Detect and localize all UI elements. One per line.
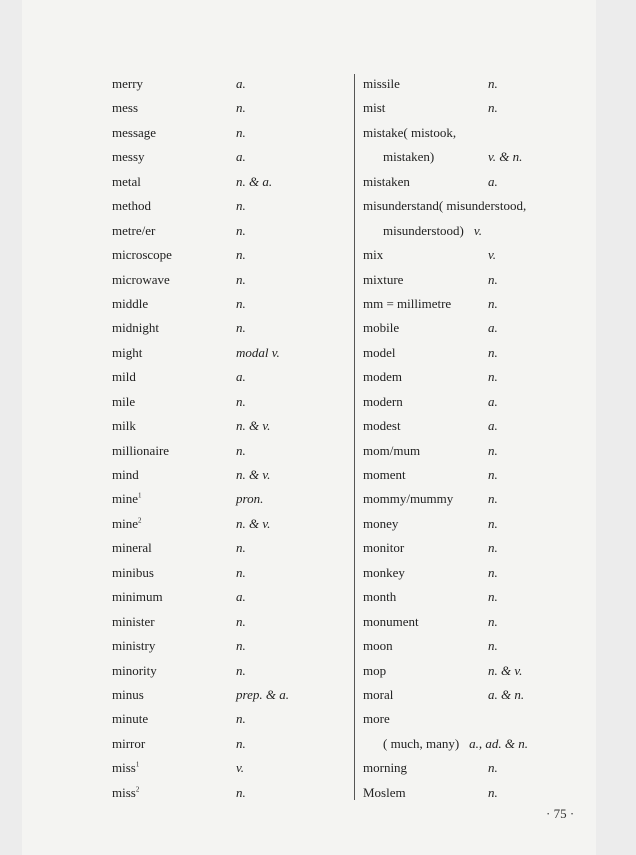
- headword: [383, 732, 528, 756]
- headword-text: mild: [112, 369, 136, 385]
- headword: [383, 145, 434, 169]
- headword-text: monkey: [363, 564, 405, 580]
- headword: [112, 781, 139, 805]
- headword: [112, 365, 136, 389]
- word-entry: [112, 170, 352, 194]
- headword: [112, 194, 151, 218]
- word-entry: [112, 707, 352, 731]
- headword: [363, 390, 403, 414]
- headword: [363, 463, 406, 487]
- headword-text: minister: [112, 613, 155, 629]
- headword: [363, 243, 383, 267]
- headword: [112, 707, 148, 731]
- part-of-speech: n.: [236, 711, 246, 727]
- part-of-speech: n.: [488, 613, 498, 629]
- word-entry: [112, 194, 352, 218]
- part-of-speech: v.: [473, 222, 482, 238]
- word-entry: [112, 487, 352, 511]
- word-entry: [363, 170, 603, 194]
- headword: [363, 536, 404, 560]
- part-of-speech: n.: [488, 760, 498, 776]
- word-entry: [112, 243, 352, 267]
- headword-text: microwave: [112, 271, 170, 287]
- part-of-speech: n.: [236, 735, 246, 751]
- part-of-speech: modal v.: [236, 344, 280, 360]
- headword-text: mixture: [363, 271, 404, 287]
- part-of-speech: n.: [488, 491, 498, 507]
- headword: [363, 683, 393, 707]
- headword-text: miss: [112, 784, 136, 800]
- headword-text: model: [363, 344, 396, 360]
- part-of-speech: n.: [488, 467, 498, 482]
- word-entry: [363, 707, 603, 731]
- headword-text: mommy/mummy: [363, 491, 454, 507]
- headword: [363, 341, 396, 365]
- headword: [112, 414, 136, 438]
- headword: [363, 316, 399, 340]
- word-entry: [363, 219, 603, 243]
- headword: [363, 365, 402, 389]
- word-entry: [112, 414, 352, 438]
- word-entry: [363, 414, 603, 438]
- part-of-speech: n.: [236, 564, 246, 580]
- headword-text: messy: [112, 149, 145, 165]
- headword: [112, 732, 145, 756]
- headword-text: metal: [112, 173, 141, 189]
- homograph-number: 1: [138, 492, 142, 501]
- word-entry: [112, 145, 352, 169]
- word-entry: [112, 439, 352, 463]
- headword-text: Moslem: [363, 784, 406, 800]
- headword-text: mobile: [363, 320, 400, 336]
- part-of-speech: a.: [236, 76, 246, 91]
- headword: [112, 536, 152, 560]
- headword: [363, 781, 406, 805]
- word-entry: [112, 610, 352, 634]
- part-of-speech: a.: [236, 589, 246, 605]
- headword: [363, 121, 456, 145]
- word-entry: [363, 145, 603, 169]
- dictionary-page: [22, 0, 596, 855]
- word-entry: [363, 634, 603, 658]
- word-entry: [363, 756, 603, 780]
- word-entry: [112, 756, 352, 780]
- headword: [363, 170, 410, 194]
- part-of-speech: a.: [488, 393, 498, 409]
- word-entry: [112, 561, 352, 585]
- part-of-speech: a.: [488, 173, 498, 189]
- part-of-speech: n.: [236, 638, 246, 654]
- part-of-speech: n.: [236, 295, 246, 311]
- headword: [363, 585, 396, 609]
- headword-text: monitor: [363, 540, 405, 556]
- word-entry: [112, 121, 352, 145]
- headword: [363, 414, 401, 438]
- headword: [112, 145, 145, 169]
- part-of-speech: n.: [488, 295, 498, 311]
- word-entry: [112, 463, 352, 487]
- part-of-speech: n. & v.: [236, 515, 271, 531]
- headword-text: milk: [112, 418, 136, 434]
- headword: [363, 659, 386, 683]
- headword: [112, 72, 143, 96]
- headword: [112, 585, 163, 609]
- headword: [363, 512, 398, 536]
- headword: [112, 634, 155, 658]
- headword: [112, 390, 135, 414]
- headword-text: mess: [112, 100, 138, 116]
- headword-text: morning: [363, 760, 408, 776]
- headword-text: month: [363, 589, 397, 605]
- part-of-speech: n.: [236, 613, 246, 629]
- part-of-speech: n.: [488, 369, 498, 385]
- headword-text: minute: [112, 711, 149, 727]
- headword: [112, 512, 142, 536]
- part-of-speech: n.: [236, 247, 246, 263]
- headword: [112, 96, 138, 120]
- headword-text: microscope: [112, 247, 172, 263]
- part-of-speech: n.: [236, 124, 246, 140]
- part-of-speech: n.: [488, 344, 498, 360]
- word-entry: [112, 316, 352, 340]
- headword-text: monument: [363, 613, 419, 629]
- headword-text: mistaken): [383, 149, 435, 165]
- headword-text: mile: [112, 393, 136, 409]
- headword-text: ( much, many): [383, 735, 460, 751]
- word-entry: [112, 536, 352, 560]
- headword-text: moon: [363, 638, 393, 654]
- headword-text: minimum: [112, 589, 163, 605]
- word-entry: [112, 512, 352, 536]
- part-of-speech: n.: [236, 662, 246, 678]
- part-of-speech: n.: [488, 564, 498, 580]
- headword: [363, 292, 451, 316]
- headword-text: moment: [363, 467, 406, 482]
- headword: [363, 610, 419, 634]
- headword-text: mine: [112, 515, 138, 531]
- part-of-speech: n.: [488, 76, 498, 91]
- word-entry: [112, 659, 352, 683]
- headword: [363, 487, 453, 511]
- part-of-speech: n. & a.: [236, 173, 273, 189]
- word-entry: [363, 781, 603, 805]
- headword-text: millionaire: [112, 442, 170, 458]
- part-of-speech: n.: [236, 320, 246, 336]
- headword-text: mom/mum: [363, 442, 421, 458]
- headword-text: misunderstand( misunderstood,: [363, 198, 527, 214]
- part-of-speech: n.: [488, 100, 498, 116]
- word-entry: [112, 634, 352, 658]
- word-entry: [112, 341, 352, 365]
- headword-text: mine: [112, 491, 138, 507]
- headword: [112, 243, 172, 267]
- word-entry: [363, 390, 603, 414]
- headword: [363, 707, 390, 731]
- word-entry: [363, 487, 603, 511]
- word-entry: [112, 585, 352, 609]
- part-of-speech: a.: [236, 149, 246, 165]
- headword: [112, 756, 139, 780]
- word-entry: [112, 96, 352, 120]
- headword-text: missile: [363, 76, 400, 91]
- word-entry: [112, 683, 352, 707]
- word-entry: [363, 96, 603, 120]
- headword: [112, 121, 156, 145]
- headword-text: minority: [112, 662, 157, 678]
- headword-text: more: [363, 711, 390, 727]
- headword: [112, 219, 155, 243]
- word-entry: [363, 121, 603, 145]
- headword-text: money: [363, 515, 399, 531]
- headword: [112, 316, 159, 340]
- headword-text: mm = millimetre: [363, 295, 452, 311]
- headword: [112, 463, 139, 487]
- headword-text: mineral: [112, 540, 152, 556]
- headword: [363, 439, 420, 463]
- part-of-speech: a.: [488, 320, 498, 336]
- part-of-speech: a.: [488, 418, 498, 434]
- headword-text: mirror: [112, 735, 146, 751]
- right-word-column: [363, 72, 603, 805]
- headword-text: might: [112, 344, 143, 360]
- part-of-speech: n.: [236, 540, 246, 556]
- headword-text: modern: [363, 393, 403, 409]
- headword-text: metre/er: [112, 222, 156, 238]
- headword-text: modest: [363, 418, 401, 434]
- word-entry: [363, 243, 603, 267]
- headword-text: miss: [112, 760, 136, 776]
- word-entry: [363, 512, 603, 536]
- left-word-column: [112, 72, 352, 805]
- headword: [363, 194, 526, 218]
- headword: [112, 341, 142, 365]
- part-of-speech: v.: [488, 247, 497, 263]
- part-of-speech: n.: [488, 540, 498, 556]
- part-of-speech: n.: [488, 442, 498, 458]
- part-of-speech: n.: [236, 222, 246, 238]
- word-entry: [363, 316, 603, 340]
- part-of-speech: n. & v.: [236, 467, 271, 482]
- part-of-speech: n.: [236, 100, 246, 116]
- headword: [112, 487, 142, 511]
- headword-text: misunderstood): [383, 222, 464, 238]
- headword: [112, 268, 170, 292]
- homograph-number: 2: [138, 516, 142, 525]
- headword-text: method: [112, 198, 151, 214]
- part-of-speech: pron.: [236, 491, 264, 507]
- part-of-speech: v.: [236, 760, 245, 776]
- word-entry: [363, 268, 603, 292]
- part-of-speech: n. & v.: [236, 418, 271, 434]
- headword-text: mind: [112, 467, 139, 482]
- word-entry: [363, 732, 603, 756]
- word-entry: [112, 781, 352, 805]
- part-of-speech: n. & v.: [488, 662, 523, 678]
- part-of-speech: n.: [488, 589, 498, 605]
- part-of-speech: n.: [236, 442, 246, 458]
- homograph-number: 2: [135, 785, 140, 794]
- part-of-speech: a. & n.: [488, 686, 525, 702]
- homograph-number: 1: [135, 760, 140, 769]
- word-entry: [363, 683, 603, 707]
- word-entry: [363, 365, 603, 389]
- headword-text: minibus: [112, 564, 154, 580]
- part-of-speech: n.: [236, 784, 246, 800]
- headword: [363, 268, 403, 292]
- part-of-speech: v. & n.: [488, 149, 523, 165]
- part-of-speech: n.: [488, 638, 498, 654]
- word-entry: [363, 659, 603, 683]
- word-entry: [112, 268, 352, 292]
- headword-text: midnight: [112, 320, 159, 336]
- headword-text: ministry: [112, 638, 156, 654]
- word-entry: [363, 194, 603, 218]
- part-of-speech: n.: [236, 271, 246, 287]
- headword-text: mist: [363, 100, 386, 116]
- headword-text: message: [112, 124, 157, 140]
- word-entry: [363, 341, 603, 365]
- headword-text: middle: [112, 295, 149, 311]
- part-of-speech: n.: [236, 393, 246, 409]
- word-entry: [363, 610, 603, 634]
- headword: [363, 756, 407, 780]
- headword: [112, 292, 148, 316]
- headword: [112, 170, 141, 194]
- word-entry: [363, 292, 603, 316]
- headword-text: moral: [363, 686, 394, 702]
- part-of-speech: prep. & a.: [236, 686, 289, 702]
- part-of-speech: n.: [488, 784, 498, 800]
- part-of-speech: n.: [488, 271, 498, 287]
- headword: [112, 683, 144, 707]
- headword: [112, 659, 157, 683]
- headword: [112, 439, 169, 463]
- headword: [383, 219, 482, 243]
- headword: [363, 634, 393, 658]
- headword-text: mistaken: [363, 173, 410, 189]
- word-entry: [112, 390, 352, 414]
- word-entry: [112, 365, 352, 389]
- word-entry: [363, 585, 603, 609]
- headword: [363, 72, 400, 96]
- part-of-speech: a.: [236, 369, 246, 385]
- word-entry: [363, 536, 603, 560]
- headword: [112, 610, 155, 634]
- headword-text: mix: [363, 247, 384, 263]
- headword-text: merry: [112, 76, 144, 91]
- word-entry: [112, 732, 352, 756]
- word-entry: [112, 292, 352, 316]
- column-divider: [354, 74, 355, 800]
- headword-text: mistake( mistook,: [363, 124, 457, 140]
- word-entry: [112, 72, 352, 96]
- headword: [363, 561, 405, 585]
- headword: [112, 561, 154, 585]
- word-entry: [363, 72, 603, 96]
- word-entry: [363, 463, 603, 487]
- headword-text: minus: [112, 686, 144, 702]
- page-number: · 75 ·: [546, 806, 575, 821]
- headword-text: modem: [363, 369, 402, 385]
- part-of-speech: a., ad. & n.: [469, 735, 529, 751]
- word-entry: [363, 561, 603, 585]
- word-entry: [363, 439, 603, 463]
- headword-text: mop: [363, 662, 387, 678]
- part-of-speech: n.: [488, 515, 498, 531]
- word-entry: [112, 219, 352, 243]
- headword: [363, 96, 385, 120]
- part-of-speech: n.: [236, 198, 246, 214]
